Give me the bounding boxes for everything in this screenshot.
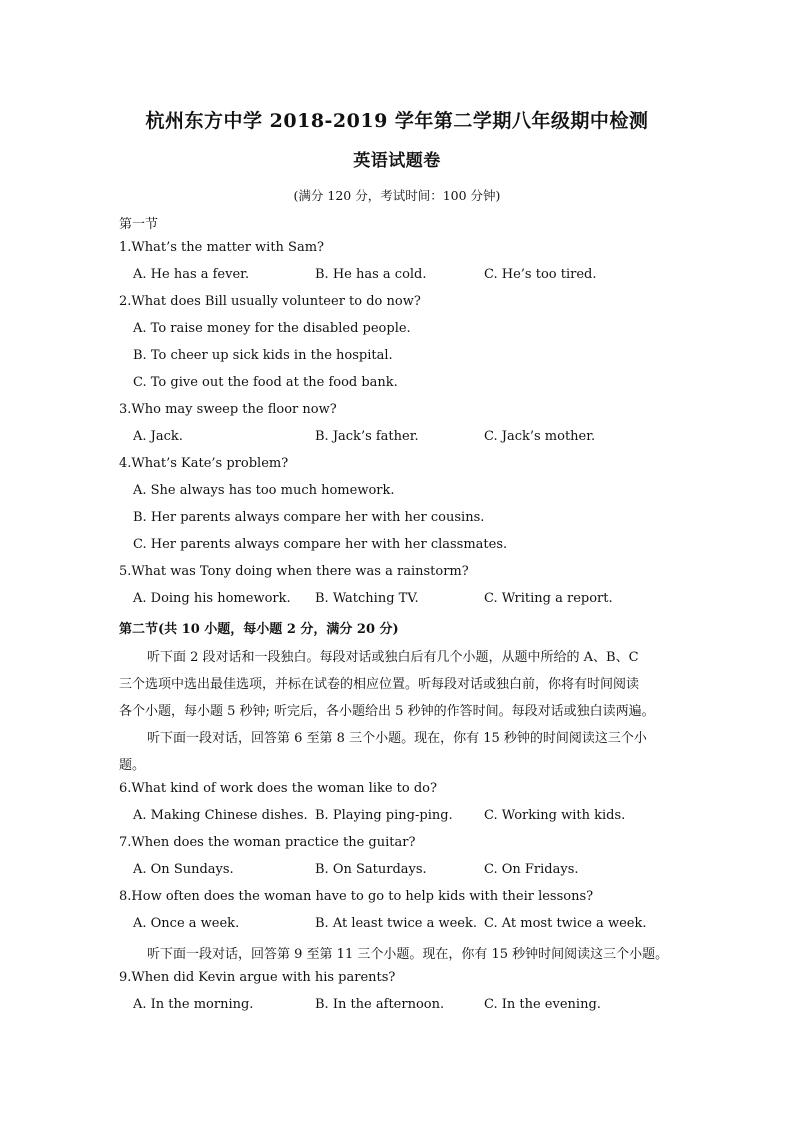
option-c: C. Working with kids. (484, 808, 626, 823)
option-b: B. In the afternoon. (315, 997, 445, 1012)
option-c: C. He’s too tired. (484, 267, 597, 282)
option-b: B. He has a cold. (315, 267, 427, 282)
option-a: A. He has a fever. (133, 267, 250, 282)
option-b: B. To cheer up sick kids in the hospital. (133, 348, 393, 363)
question-text: 7.When does the woman practice the guitar? (119, 835, 416, 850)
option-b: B. Watching TV. (315, 591, 419, 606)
question-text: 8.How often does the woman have to go to help kids with their lessons? (119, 889, 594, 904)
option-b: B. On Saturdays. (315, 862, 427, 877)
question-text: 5.What was Tony doing when there was a rainstorm? (119, 564, 469, 579)
dialogue-intro: 听下面一段对话，回答第 6 至第 8 三个小题。现在，你有 15 秒钟的时间阅读这三个小 (147, 731, 647, 746)
option-a: A. Making Chinese dishes. (133, 808, 308, 823)
dialogue-intro-cont: 题。 (119, 758, 146, 773)
option-a: A. Once a week. (133, 916, 240, 931)
instruction-line: 各个小题，每小题 5 秒钟; 听完后，各小题给出 5 秒钟的作答时间。每段对话或独白读两遍。 (119, 704, 655, 719)
option-c: C. Jack’s mother. (484, 429, 596, 444)
option-b: B. Her parents always compare her with her cousins. (133, 510, 485, 525)
section2-heading: 第二节(共 10 小题，每小题 2 分，满分 20 分) (119, 622, 399, 637)
instruction-line: 听下面 2 段对话和一段独白。每段对话或独白后有几个小题，从题中所给的 A、B、C (147, 650, 639, 665)
option-c: C. Her parents always compare her with her classmates. (133, 537, 508, 552)
option-c: C. At most twice a week. (484, 916, 647, 931)
dialogue-intro: 听下面一段对话，回答第 9 至第 11 三个小题。现在，你有 15 秒钟时间阅读这三个小题。 (147, 947, 669, 962)
question-text: 1.What’s the matter with Sam? (119, 240, 325, 255)
option-c: C. Writing a report. (484, 591, 613, 606)
option-b: B. At least twice a week. (315, 916, 477, 931)
option-c: C. In the evening. (484, 997, 601, 1012)
option-a: A. She always has too much homework. (133, 483, 395, 498)
question-text: 4.What’s Kate’s problem? (119, 456, 289, 471)
option-a: A. In the morning. (133, 997, 254, 1012)
option-a: A. On Sundays. (133, 862, 234, 877)
option-a: A. Doing his homework. (133, 591, 291, 606)
exam-title: 杭州东方中学 2018-2019 学年第二学期八年级期中检测 (145, 110, 649, 132)
exam-subtitle: 英语试题卷 (353, 151, 441, 171)
question-text: 9.When did Kevin argue with his parents? (119, 970, 396, 985)
question-text: 6.What kind of work does the woman like to do? (119, 781, 437, 796)
section1-heading: 第一节 (119, 217, 159, 232)
option-b: B. Playing ping-ping. (315, 808, 453, 823)
option-c: C. On Fridays. (484, 862, 579, 877)
option-a: A. To raise money for the disabled people. (133, 321, 411, 336)
option-c: C. To give out the food at the food bank. (133, 375, 398, 390)
question-text: 3.Who may sweep the floor now? (119, 402, 337, 417)
instruction-line: 三个选项中选出最佳选项，并标在试卷的相应位置。听每段对话或独白前，你将有时间阅读 (119, 677, 640, 692)
option-b: B. Jack’s father. (315, 429, 419, 444)
exam-info: (满分 120 分，考试时间：100 分钟) (293, 188, 501, 203)
option-a: A. Jack. (133, 429, 183, 444)
question-text: 2.What does Bill usually volunteer to do now? (119, 294, 421, 309)
